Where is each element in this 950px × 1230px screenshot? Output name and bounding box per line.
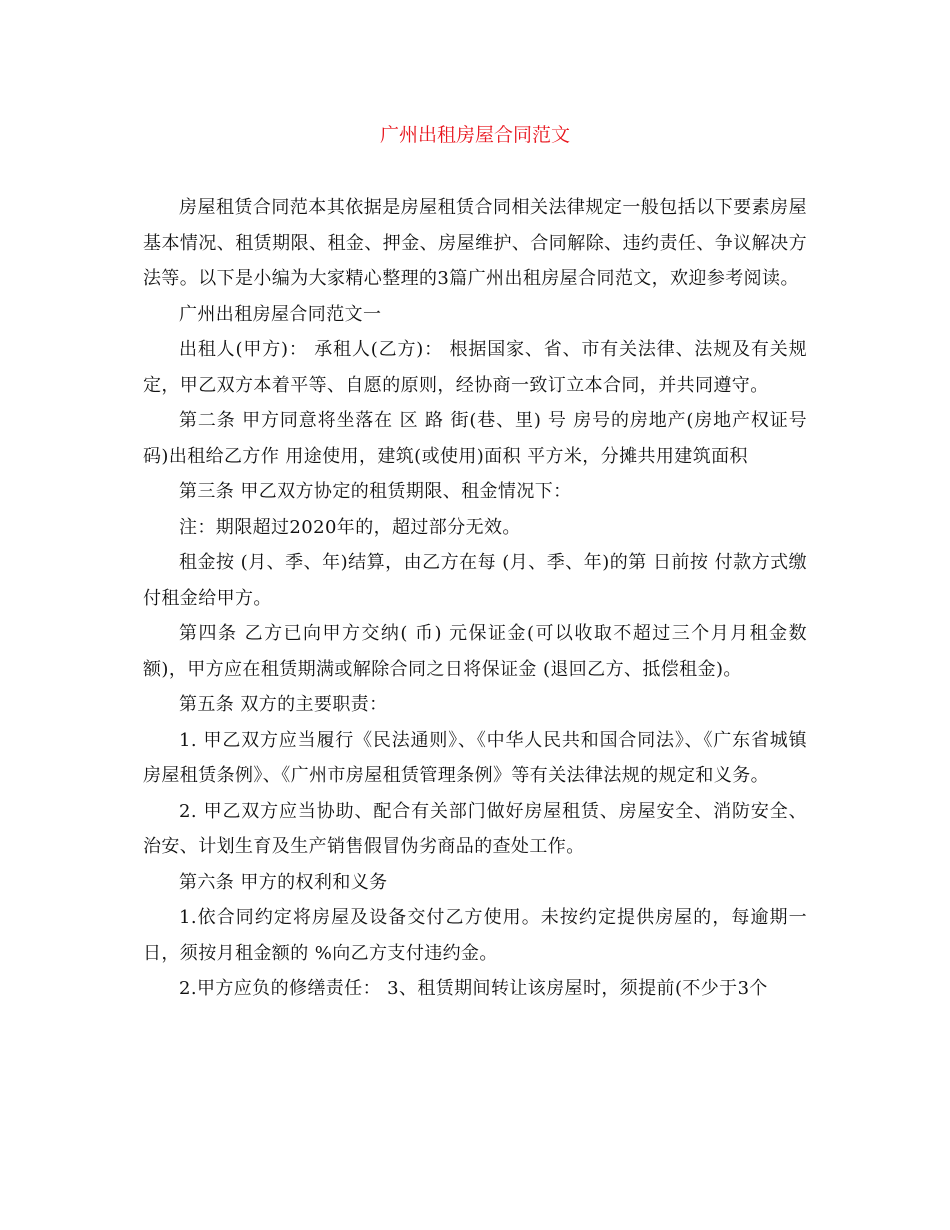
paragraph-article-3: 第三条 甲乙双方协定的租赁期限、租金情况下： bbox=[179, 481, 572, 502]
document-body bbox=[143, 190, 807, 1007]
paragraph-note: 注：期限超过2020年的，超过部分无效。 bbox=[179, 516, 521, 538]
paragraph-right-1: 1.依合同约定将房屋及设备交付乙方使用。未按约定提供房屋的，每逾期一日，须按月租金额的 %向乙方支付违约金。 bbox=[143, 907, 807, 964]
paragraph-article-2: 第二条 甲方同意将坐落在 区 路 街(巷、里) 号 房号的房地产(房地产权证号码)出租给乙方作 用途使用，建筑(或使用)面积 平方米，分摊共用建筑面积 bbox=[143, 410, 807, 467]
paragraph-duty-1: 1. 甲乙双方应当履行《民法通则》、《中华人民共和国合同法》、《广东省城镇房屋租赁条例》、《广州市房屋租赁管理条例》等有关法律法规的规定和义务。 bbox=[143, 729, 807, 786]
paragraph-right-2: 2.甲方应负的修缮责任： 3、租赁期间转让该房屋时，须提前(不少于3个 bbox=[179, 978, 768, 999]
paragraph-article-5: 第五条 双方的主要职责： bbox=[179, 694, 388, 715]
paragraph-duty-2: 2. 甲乙双方应当协助、配合有关部门做好房屋租赁、房屋安全、消防安全、治安、计划生育及生产销售假冒伪劣商品的查处工作。 bbox=[143, 800, 807, 857]
paragraph-parties: 出租人(甲方)： 承租人(乙方)： 根据国家、省、市有关法律、法规及有关规定，甲乙双方本着平等、自愿的原则，经协商一致订立本合同，并共同遵守。 bbox=[143, 339, 807, 396]
paragraph-section-heading: 广州出租房屋合同范文一 bbox=[179, 303, 382, 325]
paragraph-intro: 房屋租赁合同范本其依据是房屋租赁合同相关法律规定一般包括以下要素房屋基本情况、租赁期限、租金、押金、房屋维护、合同解除、违约责任、争议解决方法等。以下是小编为大家精心整理的3篇广州出租房屋合同范文，欢迎参考阅读。 bbox=[143, 197, 807, 289]
paragraph-article-4: 第四条 乙方已向甲方交纳( 币) 元保证金(可以收取不超过三个月月租金数额)，甲方应在租赁期满或解除合同之日将保证金 (退回乙方、抵偿租金)。 bbox=[143, 623, 807, 680]
page-title: 广州出租房屋合同范文 bbox=[379, 124, 570, 146]
paragraph-rent-payment: 租金按 (月、季、年)结算，由乙方在每 (月、季、年)的第 日前按 付款方式缴付租金给甲方。 bbox=[143, 552, 807, 609]
paragraph-article-6: 第六条 甲方的权利和义务 bbox=[179, 871, 388, 893]
